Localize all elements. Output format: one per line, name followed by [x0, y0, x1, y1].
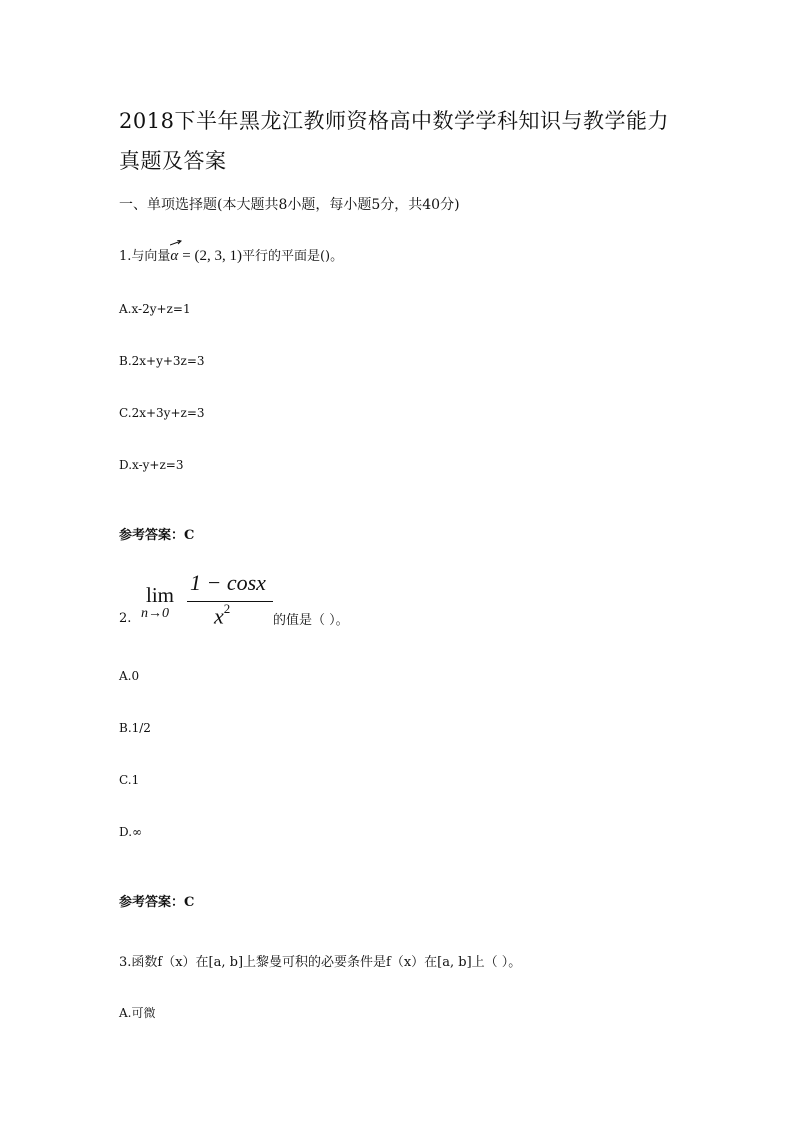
fraction-bar	[187, 601, 273, 602]
doc-title-line-2: 真题及答案	[119, 149, 227, 173]
question-3: 3.函数f（x）在[a, b]上黎曼可积的必要条件是f（x）在[a, b]上（ ）。	[119, 955, 522, 970]
q1-option-c: C.2x+3y+z=3	[119, 406, 205, 420]
section-heading: 一、单项选择题(本大题共8小题，每小题5分，共40分)	[119, 197, 460, 213]
vector-arrow-icon	[170, 240, 182, 248]
q2-answer: 参考答案：C	[119, 895, 195, 910]
fraction-denominator: $x^2$	[214, 601, 231, 629]
q1-option-d: D.x-y+z=3	[119, 458, 184, 472]
question-2-suffix: 的值是（ ）。	[273, 613, 349, 628]
q2-option-a: A.0	[119, 669, 140, 683]
vector-value: = (2, 3, 1)	[182, 248, 242, 264]
q1-option-b: B.2x+y+3z=3	[119, 354, 205, 368]
q2-option-d: D.∞	[119, 825, 143, 839]
question-2-prefix: 2.	[119, 611, 132, 626]
q2-option-c: C.1	[119, 773, 140, 787]
question-1-suffix: 平行的平面是()。	[241, 249, 344, 264]
q1-option-a: A.x-2y+z=1	[119, 302, 191, 316]
q3-option-a: A.可微	[119, 1006, 156, 1020]
doc-title-line-1: 2018下半年黑龙江教师资格高中数学学科知识与教学能力	[119, 109, 669, 133]
q1-answer: 参考答案：C	[119, 528, 195, 543]
limit-subscript: n→0	[141, 606, 169, 621]
question-1-prefix: 1.与向量	[119, 249, 171, 264]
question-1	[119, 245, 343, 265]
vector-alpha: α	[170, 246, 178, 265]
limit-word: lim	[146, 583, 175, 607]
q2-option-b: B.1/2	[119, 721, 151, 735]
fraction-numerator: 1 − cosx	[190, 570, 266, 595]
